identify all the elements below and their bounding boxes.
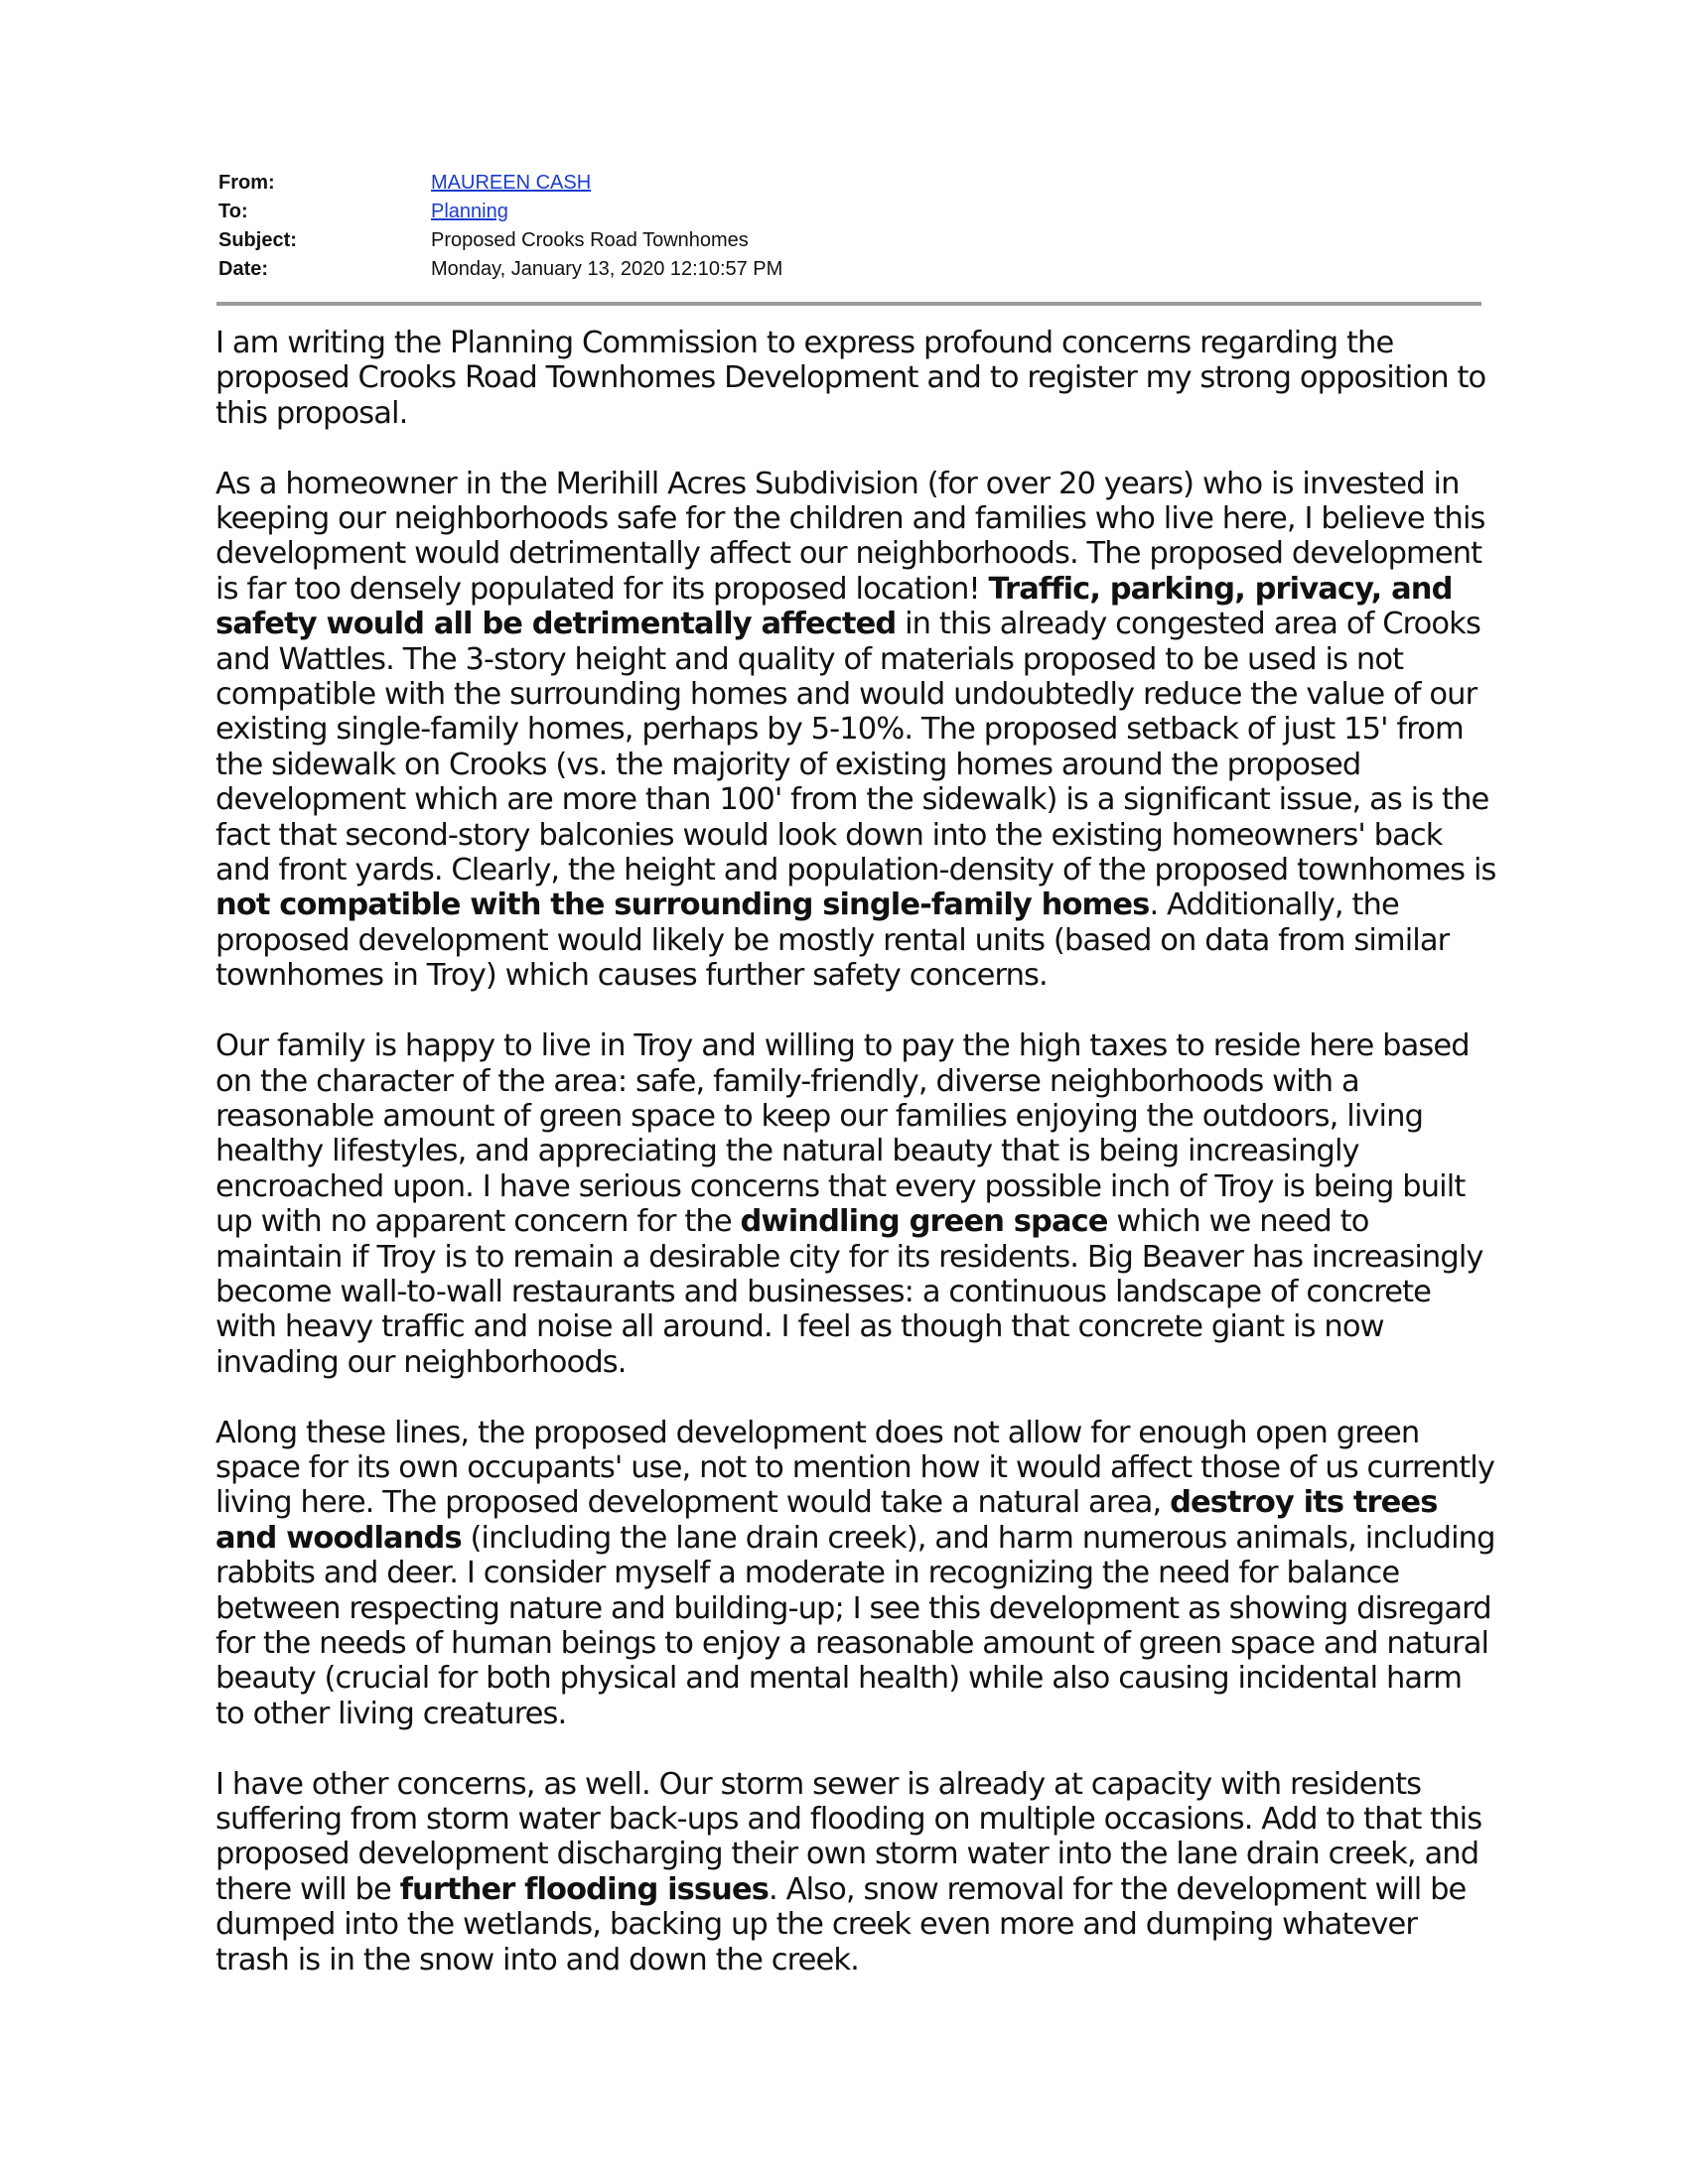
p5-text-a: I have other concerns, as well. Our storm sewer is already at capacity with residents suffering from storm water back-ups and flooding on multiple occasions. Add to that this proposed development discharging their own storm water into the lane drain creek, and there will be — [215, 1766, 1482, 1907]
to-value-wrap — [431, 198, 508, 226]
header-row-subject — [218, 226, 1479, 255]
from-value-wrap — [431, 169, 591, 198]
subject-label: Subject: — [218, 229, 297, 251]
p4-text-c: (including the lane drain creek), and harm numerous animals, including rabbits and deer. I consider myself a moderate in recognizing the need for balance between respecting nature and building-up; I see this development as showing disregard for the needs of human beings to enjoy a reasonable amount of green space and natural beauty (crucial for both physical and mental health) while also causing incidental harm to other living creatures. — [215, 1520, 1495, 1731]
body-paragraph-5 — [215, 1767, 1496, 1978]
p5-text-c: . Also, snow removal for the development will be dumped into the wetlands, backing up the creek even more and dumping whatever trash is in the snow into and down the creek. — [215, 1871, 1467, 1978]
body-paragraph-2 — [215, 467, 1496, 994]
p2-text-e: . Additionally, the proposed development would likely be mostly rental units (based on data from similar townhomes in Troy) which causes further safety concerns. — [215, 887, 1450, 994]
body-paragraph-3 — [215, 1028, 1496, 1380]
body-paragraph-1 — [215, 326, 1496, 431]
p1-text: I am writing the Planning Commission to express profound concerns regarding the proposed Crooks Road Townhomes Development and to register my strong opposition to this proposal. — [215, 326, 1486, 431]
p4-emphasis-woodlands: destroy its trees and woodlands — [215, 1485, 1438, 1556]
date-label: Date: — [218, 258, 269, 280]
p3-text-c: which we need to maintain if Troy is to remain a desirable city for its residents. Big Beaver has increasingly become wall-to-wall restaurants and businesses: a continuous landscape of concrete with heavy traffic and noise all around. I feel as though that concrete giant is now invading our neighborhoods. — [215, 1204, 1483, 1380]
p3-emphasis-green-space: dwindling green space — [740, 1204, 1108, 1240]
date-value: Monday, January 13, 2020 12:10:57 PM — [431, 258, 783, 280]
p2-text-c: in this already congested area of Crooks and Wattles. The 3-story height and quality of materials proposed to be used is not compatible with the surrounding homes and would undoubtedly reduce the value of our existing single-family homes, perhaps by 5-10%. The proposed setback of just 15' from the sidewalk on Crooks (vs. the majority of existing homes around the proposed development which are more than 100' from the sidewalk) is a significant issue, as is the fact that second-story balconies would look down into the existing homeowners' back and front yards. Clearly, the height and population-density of the proposed townhomes is — [215, 607, 1496, 888]
subject-value: Proposed Crooks Road Townhomes — [431, 229, 749, 251]
p2-emphasis-not-compatible: not compatible with the surrounding single-family homes — [215, 887, 1150, 923]
header-row-date — [218, 255, 1479, 284]
header-row-to — [218, 198, 1479, 226]
p2-text-a: As a homeowner in the Merihill Acres Subdivision (for over 20 years) who is invested in keeping our neighborhoods safe for the children and families who live here, I believe this development would detrimentally affect our neighborhoods. The proposed development is far too densely populated for its proposed location! — [215, 466, 1485, 607]
p2-emphasis-traffic: Traffic, parking, privacy, and safety would all be detrimentally affected — [215, 571, 1453, 642]
to-label: To: — [218, 201, 248, 222]
header-row-from — [218, 169, 1479, 198]
email-header — [218, 169, 1479, 284]
header-divider — [216, 302, 1481, 306]
p3-text-a: Our family is happy to live in Troy and willing to pay the high taxes to reside here based on the character of the area: safe, family-friendly, diverse neighborhoods with a reasonable amount of green space to keep our families enjoying the outdoors, living healthy lifestyles, and appreciating the natural beauty that is being increasingly encroached upon. I have serious concerns that every possible inch of Troy is being built up with no apparent concern for the — [215, 1028, 1470, 1240]
from-label: From: — [218, 172, 275, 194]
from-sender-link[interactable]: MAUREEN CASH — [431, 172, 592, 194]
body-paragraph-4 — [215, 1416, 1496, 1732]
p5-emphasis-flooding: further flooding issues — [399, 1871, 770, 1907]
to-recipient-link[interactable]: Planning — [431, 201, 508, 222]
p4-text-a: Along these lines, the proposed development does not allow for enough open green space for its own occupants' use, not to mention how it would affect those of us currently living here. The proposed development would take a natural area, — [215, 1415, 1494, 1521]
email-body — [215, 326, 1496, 2012]
